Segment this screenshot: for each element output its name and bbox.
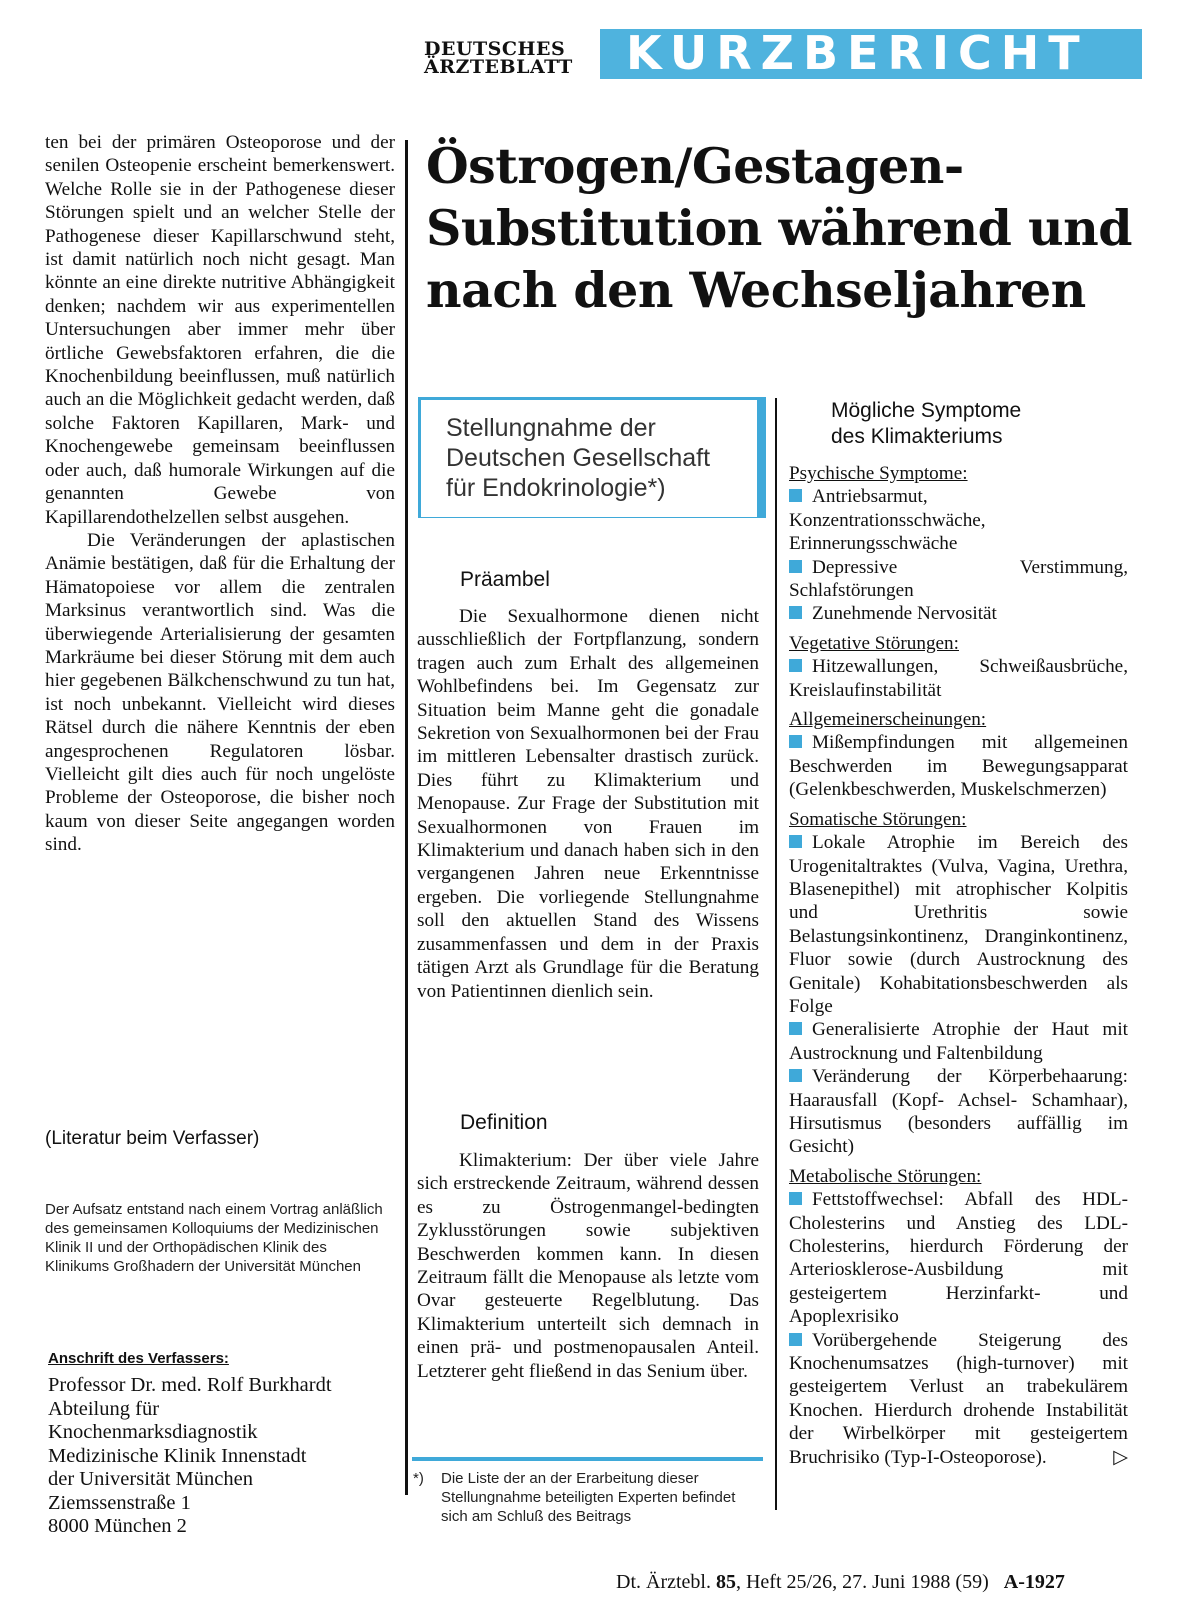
continue-triangle-icon: ▷ xyxy=(1113,1446,1128,1468)
address-line: der Universität München xyxy=(48,1468,253,1490)
citation-prefix: Dt. Ärztebl. xyxy=(616,1571,711,1593)
symptom-item xyxy=(789,831,1128,1018)
address-line: Ziemssenstraße 1 xyxy=(48,1491,191,1514)
symptom-text: Fettstoffwechsel: Abfall des HDL-Cholesterins und Anstieg des LDL-Cholesterins, hierdurch Förderung der Arteriosklerose-Ausbildung mit gesteigertem Herzinfarkt- und Apoplexrisiko xyxy=(789,1189,1128,1328)
column-divider-right xyxy=(775,398,777,1510)
statement-line-1: Stellungnahme der xyxy=(446,414,656,442)
symptom-group-heading: Vegetative Störungen: xyxy=(789,632,959,654)
bullet-square-icon xyxy=(789,560,802,573)
symptom-text: Antriebsarmut, Konzentrationsschwäche, Erinnerungsschwäche xyxy=(789,486,986,555)
citation-details: , Heft 25/26, 27. Juni 1988 (59) xyxy=(735,1571,989,1593)
symptom-item xyxy=(789,1188,1128,1328)
page-footer xyxy=(616,1571,1065,1594)
symptom-text: Mißempfindungen mit allgemeinen Beschwerden im Bewegungsapparat (Gelenkbeschwerden, Muskelschmerzen) xyxy=(789,732,1128,801)
title-line-2: Substitution während und xyxy=(426,199,1132,257)
symptom-text: Veränderung der Körperbehaarung: Haarausfall (Kopf- Achsel- Schamhaar), Hirsutismus (besonders auffällig im Gesicht) xyxy=(789,1066,1128,1158)
symptom-item xyxy=(789,602,1128,625)
praeambel-heading: Präambel xyxy=(460,568,550,591)
symptom-text: Lokale Atrophie im Bereich des Urogenitaltraktes (Vulva, Vagina, Urethra, Blasenepithel) mit atrophischer Kolpitis und Urethritis sowie Belastungsinkontinenz, Dranginkontinenz, Fluor sowie (durch Austrocknung des Genitale) Kohabitationsbeschwerden als Folge xyxy=(789,832,1128,1017)
masthead-line2: ÄRZTEBLATT xyxy=(424,56,573,78)
praeambel-body xyxy=(417,605,759,1003)
column-divider xyxy=(405,140,408,1495)
footnote-divider xyxy=(412,1457,763,1461)
symptoms-sidebar xyxy=(789,398,1128,1469)
footnote-text: Die Liste der an der Erarbeitung dieser Stellungnahme beteiligten Experten befindet sich am Schluß des Beitrags xyxy=(441,1470,736,1525)
symptoms-title-line-2: des Klimakteriums xyxy=(831,425,1003,448)
definition-heading: Definition xyxy=(460,1111,548,1134)
symptom-item xyxy=(789,1018,1128,1065)
symptom-text: Vorübergehende Steigerung des Knochenumsatzes (high-turnover) mit gesteigertem Verlust an trabekulärem Knochen. Hierdurch drohende Instabilität der Wirbelkörper mit gesteigertem Bruchrisiko (Typ-I-Osteoporose). xyxy=(789,1329,1128,1468)
symptom-item xyxy=(789,1065,1128,1159)
symptom-item xyxy=(789,485,1128,555)
symptom-text: Generalisierte Atrophie der Haut mit Austrocknung und Faltenbildung xyxy=(789,1019,1128,1064)
statement-text xyxy=(446,413,710,503)
left-paragraph-2: Die Veränderungen der aplastischen Anämie bestätigen, daß für die Erhaltung der Hämatopoiese vor allem die zentralen Marksinus verantwortlich sind. Was die überwiegende Arterialisierung der gesamten Markräume bei dieser Störung mit dem auch hier gegebenen Bälkchenschwund zu tun hat, ist noch unbekannt. Vielleicht wird dieses Rätsel durch die nähere Kenntnis der eben angesprochenen Regulatoren lösbar. Vielleicht gilt dies auch für noch ungelöste Probleme der Osteoporose, die bisher noch kaum von dieser Seite angegangen worden sind. xyxy=(45,529,395,856)
bullet-square-icon xyxy=(789,489,802,502)
left-paragraph-1: ten bei der primären Osteoporose und der senilen Osteopenie erscheint bemerkenswert. Welche Rolle sie in der Pathogenese dieser Störungen spielt und an welcher Stelle der Pathogenese dieser Kapillarschwund steht, ist damit natürlich noch nicht gesagt. Man könnte an eine direkte nutritive Abhängigkeit denken; nachdem wir aus experimentellen Untersuchungen aber immer mehr über örtliche Gewebsfaktoren erfahren, die die Knochenbildung beeinflussen, muß natürlich auch an die Möglichkeit gedacht werden, daß solche Faktoren Kapillaren, Mark- und Knochengewebe gemeinsam beeinflussen oder auch, daß humorale Wirkungen auf die genannten Gewebe von Kapillarendothelzellen selbst ausgehen. xyxy=(45,132,395,528)
symptom-group-heading: Allgemeinerscheinungen: xyxy=(789,709,987,731)
title-line-3: nach den Wechseljahren xyxy=(426,261,1086,319)
address-heading: Anschrift des Verfassers: xyxy=(48,1350,229,1367)
section-label: KURZBERICHT xyxy=(626,26,1089,80)
address-line: Medizinische Klinik Innenstadt xyxy=(48,1444,307,1467)
symptoms-title-line-1: Mögliche Symptome xyxy=(831,399,1022,422)
bullet-square-icon xyxy=(789,606,802,619)
symptom-group-heading: Somatische Störungen: xyxy=(789,808,967,830)
page-number: A-1927 xyxy=(1003,1571,1065,1593)
statement-line-2: Deutschen Gesellschaft xyxy=(446,444,711,472)
symptom-group-heading: Psychische Symptome: xyxy=(789,463,968,484)
bullet-square-icon xyxy=(789,1333,802,1346)
symptoms-title xyxy=(789,398,1128,450)
symptom-item xyxy=(789,655,1128,702)
bullet-square-icon xyxy=(789,659,802,672)
symptom-text: Hitzewallungen, Schweißausbrüche, Kreislaufinstabilität xyxy=(789,656,1128,701)
left-column xyxy=(45,131,395,857)
bullet-square-icon xyxy=(789,1022,802,1035)
address-line: 8000 München 2 xyxy=(48,1515,187,1537)
bullet-square-icon xyxy=(789,835,802,848)
address-line: Professor Dr. med. Rolf Burkhardt xyxy=(48,1374,332,1396)
citation-volume: 85 xyxy=(715,1571,736,1593)
masthead-logo xyxy=(424,40,592,76)
bullet-square-icon xyxy=(789,735,802,748)
footnote xyxy=(413,1469,763,1526)
statement-line-3: für Endokrinologie*) xyxy=(446,474,666,502)
author-address xyxy=(48,1374,332,1539)
address-line: Knochenmarksdiagnostik xyxy=(48,1421,258,1443)
praeambel-text: Die Sexualhormone dienen nicht ausschließlich der Fortpflanzung, sondern tragen auch zum Erhalt des allgemeinen Wohlbefindens bei. Im Gegensatz zur Situation beim Manne geht die gonadale Sekretion von Sexualhormonen bei der Frau im mittleren Lebensalter drastisch zurück. Dies führt zu Klimakterium und Menopause. Zur Frage der Substitution mit Sexualhormonen von Frauen im Klimakterium und danach haben sich in den vergangenen Jahren neue Erkenntnisse ergeben. Die vorliegende Stellungnahme soll den aktuellen Stand des Wissens zusammenfassen und dem in der Praxis tätigen Arzt als Grundlage für die Beratung von Patientinnen dienlich sein. xyxy=(417,606,759,1002)
article-title xyxy=(426,135,1146,321)
definition-text: Klimakterium: Der über viele Jahre sich erstreckende Zeitraum, während dessen es zu Östrogenmangel-bedingten Zyklusstörungen sowie subjektiven Beschwerden kommen kann. In diesen Zeitraum fällt die Menopause als letzte vom Ovar gesteuerte Regelblutung. Das Klimakterium unterteilt sich demnach in einen prä- und postmenopausalen Anteil. Letzterer geht fließend in das Senium über. xyxy=(417,1150,759,1382)
address-line: Abteilung für xyxy=(48,1397,160,1420)
symptom-item xyxy=(789,731,1128,801)
masthead-line1: DEUTSCHES xyxy=(424,38,566,60)
talk-origin-note: Der Aufsatz entstand nach einem Vortrag anläßlich des gemeinsamen Kolloquiums der Medizinischen Klinik II und der Orthopädischen Klinik des Klinikums Großhadern der Universität München xyxy=(45,1201,383,1275)
statement-box-accent xyxy=(757,397,766,518)
definition-body xyxy=(417,1149,759,1383)
symptom-item xyxy=(789,556,1128,603)
symptom-text: Depressive Verstimmung, Schlafstörungen xyxy=(789,556,1128,602)
bullet-square-icon xyxy=(789,1069,802,1082)
bullet-square-icon xyxy=(789,1192,802,1205)
symptom-item xyxy=(789,1329,1128,1469)
literature-note: (Literatur beim Verfasser) xyxy=(45,1128,260,1149)
symptom-group-heading: Metabolische Störungen: xyxy=(789,1165,982,1187)
symptom-text: Zunehmende Nervosität xyxy=(812,603,997,625)
title-line-1: Östrogen/Gestagen- xyxy=(426,137,964,195)
footnote-mark: *) xyxy=(413,1470,424,1487)
